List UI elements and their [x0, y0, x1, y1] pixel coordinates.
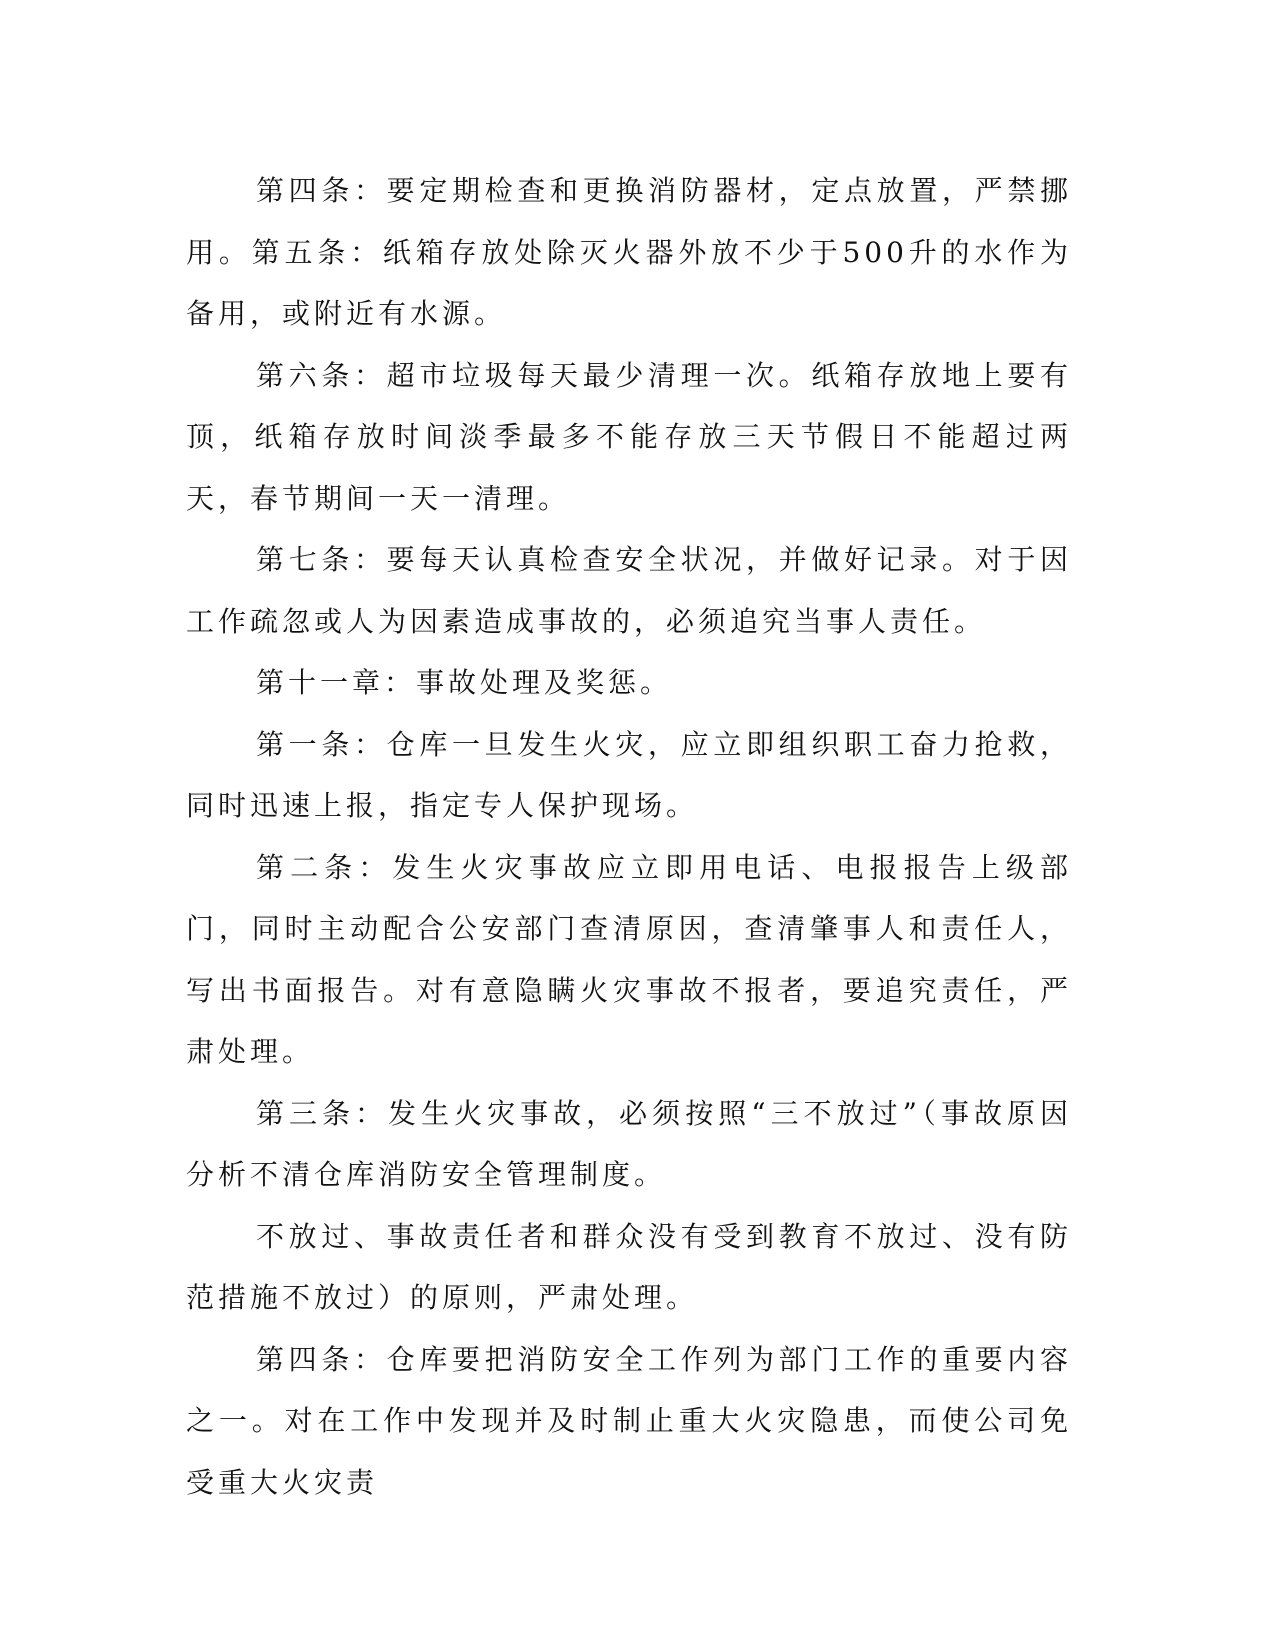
- paragraph-article-6: 第六条：超市垃圾每天最少清理一次。纸箱存放地上要有顶，纸箱存放时间淡季最多不能存放三天节假日不能超过两天，春节期间一天一清理。: [186, 358, 1072, 515]
- paragraph-article-4: 第四条：仓库要把消防安全工作列为部门工作的重要内容之一。对在工作中发现并及时制止重大火灾隐患，而使公司免受重大火灾责: [186, 1342, 1072, 1499]
- paragraph-article-3-continued: 不放过、事故责任者和群众没有受到教育不放过、没有防范措施不放过）的原则，严肃处理。: [186, 1219, 1072, 1314]
- chapter-heading: 第十一章：事故处理及奖惩。: [256, 666, 673, 699]
- paragraph-article-7: 第七条：要每天认真检查安全状况，并做好记录。对于因工作疏忽或人为因素造成事故的，必须追究当事人责任。: [186, 543, 1072, 638]
- document-body: [186, 160, 1072, 1513]
- paragraph-article-2: 第二条：发生火灾事故应立即用电话、电报报告上级部门，同时主动配合公安部门查清原因，查清肇事人和责任人，写出书面报告。对有意隐瞒火灾事故不报者，要追究责任，严肃处理。: [186, 850, 1072, 1068]
- paragraph-article-3: 第三条：发生火灾事故，必须按照“三不放过”（事故原因分析不清仓库消防安全管理制度。: [186, 1096, 1072, 1191]
- paragraph-article-4-5: 第四条：要定期检查和更换消防器材，定点放置，严禁挪用。第五条：纸箱存放处除灭火器外放不少于500升的水作为备用，或附近有水源。: [186, 174, 1072, 330]
- paragraph-article-1: 第一条：仓库一旦发生火灾，应立即组织职工奋力抢救，同时迅速上报，指定专人保护现场。: [186, 727, 1072, 822]
